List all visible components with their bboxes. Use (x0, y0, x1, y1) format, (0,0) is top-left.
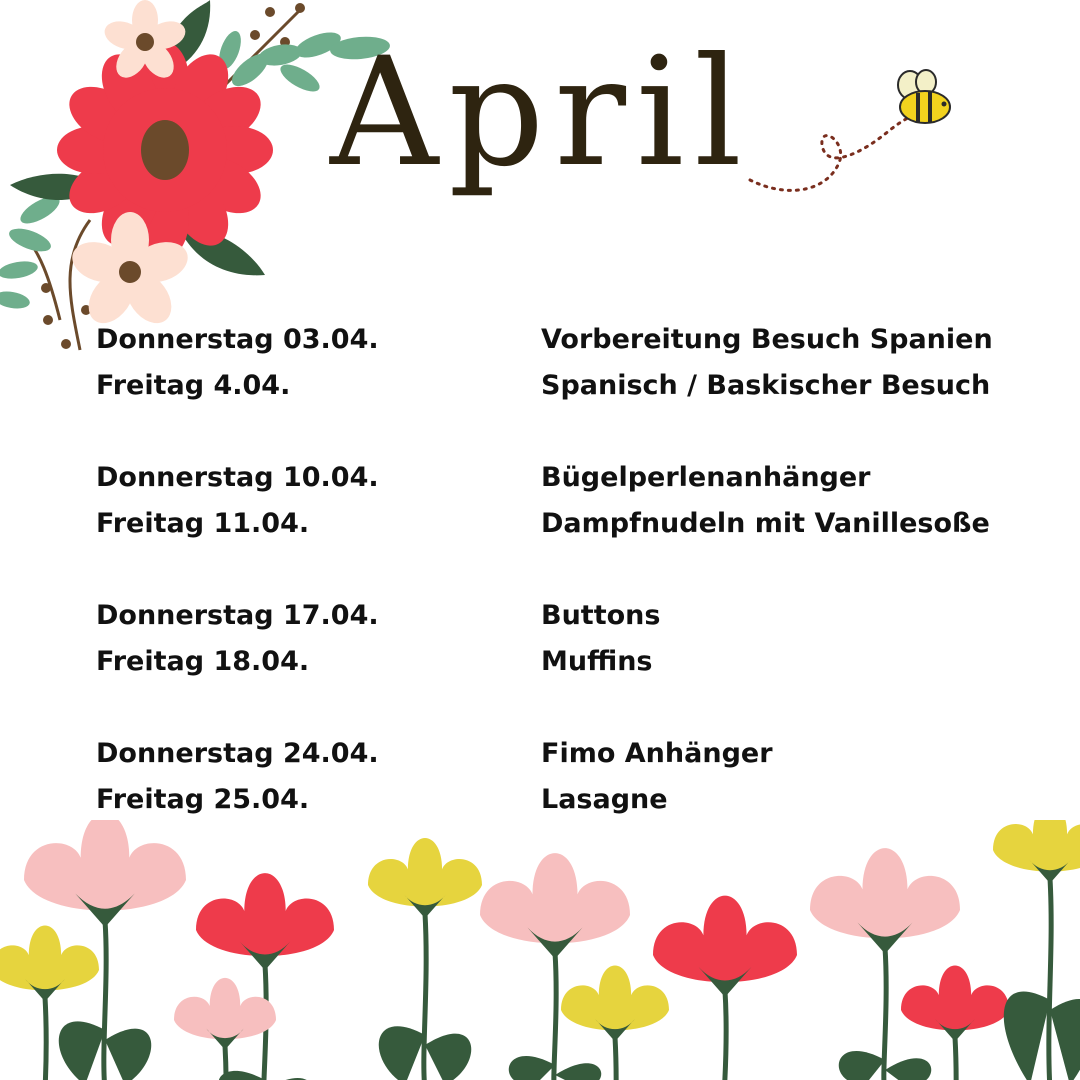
schedule-date: Freitag 11.04. (96, 507, 310, 539)
tulip-icon (993, 820, 1080, 1080)
schedule-date: Freitag 18.04. (96, 645, 310, 677)
schedule-date: Donnerstag 17.04. (96, 599, 379, 631)
schedule-date: Freitag 25.04. (96, 783, 310, 815)
schedule-row (96, 316, 1036, 362)
schedule-row (96, 500, 1036, 546)
schedule-list (96, 316, 1036, 868)
tulip-icon (653, 896, 797, 1080)
tulip-icon (368, 838, 482, 1080)
tulip-icon (561, 965, 669, 1080)
schedule-date: Donnerstag 24.04. (96, 737, 379, 769)
schedule-row (96, 592, 1036, 638)
week-block (96, 454, 1036, 546)
schedule-event: Vorbereitung Besuch Spanien (541, 323, 993, 355)
tulip-border (0, 820, 1080, 1080)
tulip-icon (810, 848, 960, 1080)
bee-icon (740, 60, 970, 210)
tulip-icon (174, 978, 276, 1080)
schedule-event: Spanisch / Baskischer Besuch (541, 369, 991, 401)
schedule-row (96, 638, 1036, 684)
tulip-icon (480, 853, 630, 1080)
schedule-row (96, 362, 1036, 408)
schedule-date: Freitag 4.04. (96, 369, 291, 401)
page-title: April (330, 26, 752, 200)
schedule-date: Donnerstag 10.04. (96, 461, 379, 493)
schedule-event: Dampfnudeln mit Vanillesoße (541, 507, 990, 539)
schedule-row (96, 454, 1036, 500)
schedule-event: Muffins (541, 645, 653, 677)
schedule-row (96, 730, 1036, 776)
schedule-event: Lasagne (541, 783, 668, 815)
week-block (96, 592, 1036, 684)
schedule-event: Bügelperlenanhänger (541, 461, 871, 493)
schedule-date: Donnerstag 03.04. (96, 323, 379, 355)
week-block (96, 316, 1036, 408)
schedule-row (96, 776, 1036, 822)
tulip-icon (196, 873, 334, 1080)
schedule-event: Fimo Anhänger (541, 737, 773, 769)
schedule-event: Buttons (541, 599, 661, 631)
week-block (96, 730, 1036, 822)
